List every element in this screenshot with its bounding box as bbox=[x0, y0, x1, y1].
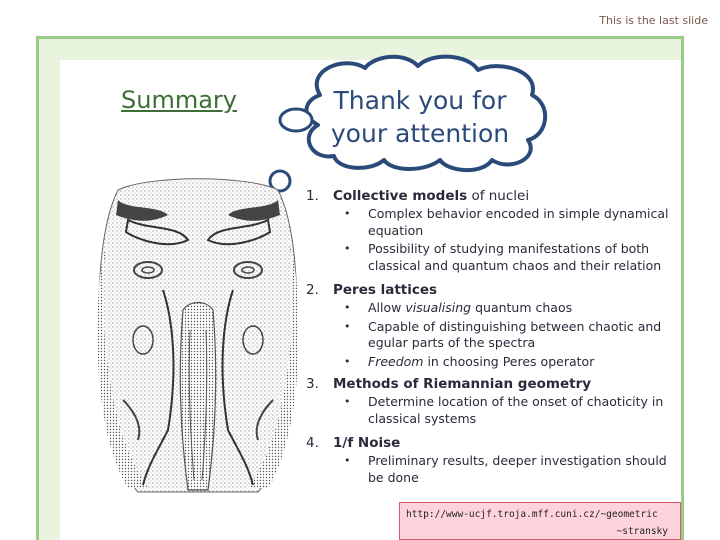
cloud-line-2: your attention bbox=[330, 119, 510, 148]
summary-item-heading bbox=[306, 186, 678, 206]
summary-item bbox=[306, 186, 678, 274]
sub-bullet bbox=[340, 206, 678, 239]
sub-bullet-text: Possibility of studying manifestations of both classical and quantum chaos and their relation bbox=[368, 241, 662, 273]
cloud-text bbox=[318, 84, 522, 150]
sub-bullet bbox=[340, 319, 678, 352]
bullet-icon: • bbox=[344, 454, 351, 467]
item-heading-rest: of nuclei bbox=[467, 188, 530, 204]
summary-item-heading bbox=[306, 433, 678, 453]
sub-bullet-text: Capable of distinguishing between chaotic and egular parts of the spectra bbox=[368, 318, 662, 350]
bullet-icon: • bbox=[344, 207, 351, 220]
item-heading-bold: 1/f Noise bbox=[333, 435, 401, 451]
item-heading-bold: Collective models bbox=[333, 188, 468, 204]
summary-item bbox=[306, 280, 678, 370]
sub-bullet-list bbox=[340, 206, 678, 274]
sub-bullet-text: Determine location of the onset of chaoticity in classical systems bbox=[368, 394, 664, 426]
sub-bullet-text: Preliminary results, deeper investigation should be done bbox=[368, 453, 667, 485]
sub-bullet-list bbox=[340, 453, 678, 486]
summary-item bbox=[306, 433, 678, 486]
item-number: 3. bbox=[306, 376, 319, 392]
sub-bullet-text: quantum chaos bbox=[471, 300, 573, 315]
item-number: 2. bbox=[306, 282, 319, 298]
summary-item-heading bbox=[306, 374, 678, 394]
peres-lattice-figure bbox=[88, 170, 308, 500]
sub-bullet bbox=[340, 300, 678, 317]
sub-bullet-emphasis: visualising bbox=[405, 300, 472, 315]
cloud-line-1: Thank you for bbox=[333, 86, 507, 115]
item-heading-bold: Peres lattices bbox=[333, 282, 438, 298]
url-box[interactable] bbox=[399, 502, 681, 540]
bullet-icon: • bbox=[344, 319, 351, 333]
sub-bullet bbox=[340, 354, 678, 371]
summary-item-heading bbox=[306, 280, 678, 300]
sub-bullet-text: in choosing Peres operator bbox=[423, 353, 595, 369]
sub-bullet bbox=[340, 394, 678, 427]
summary-list bbox=[306, 186, 678, 488]
sub-bullet bbox=[340, 453, 678, 486]
bullet-icon: • bbox=[344, 395, 351, 408]
sub-bullet-text: Complex behavior encoded in simple dynamical equation bbox=[368, 206, 669, 238]
sub-bullet-text: Allow bbox=[368, 300, 406, 315]
sub-bullet-list bbox=[340, 300, 678, 370]
slide-note: This is the last slide bbox=[599, 14, 708, 27]
bullet-icon: • bbox=[344, 301, 351, 314]
slide-title[interactable]: Summary bbox=[121, 86, 237, 114]
bullet-icon: • bbox=[344, 242, 351, 255]
url-line-2[interactable]: ~stransky bbox=[616, 526, 668, 537]
bullet-icon: • bbox=[344, 354, 351, 368]
sub-bullet bbox=[340, 241, 678, 274]
item-heading-bold: Methods of Riemannian geometry bbox=[333, 376, 592, 392]
sub-bullet-list bbox=[340, 394, 678, 427]
summary-item bbox=[306, 374, 678, 427]
item-number: 4. bbox=[306, 435, 319, 451]
sub-bullet-emphasis: Freedom bbox=[368, 353, 424, 369]
item-number: 1. bbox=[306, 188, 319, 204]
url-line-1[interactable]: http://www-ucjf.troja.mff.cuni.cz/~geometric bbox=[406, 509, 658, 520]
